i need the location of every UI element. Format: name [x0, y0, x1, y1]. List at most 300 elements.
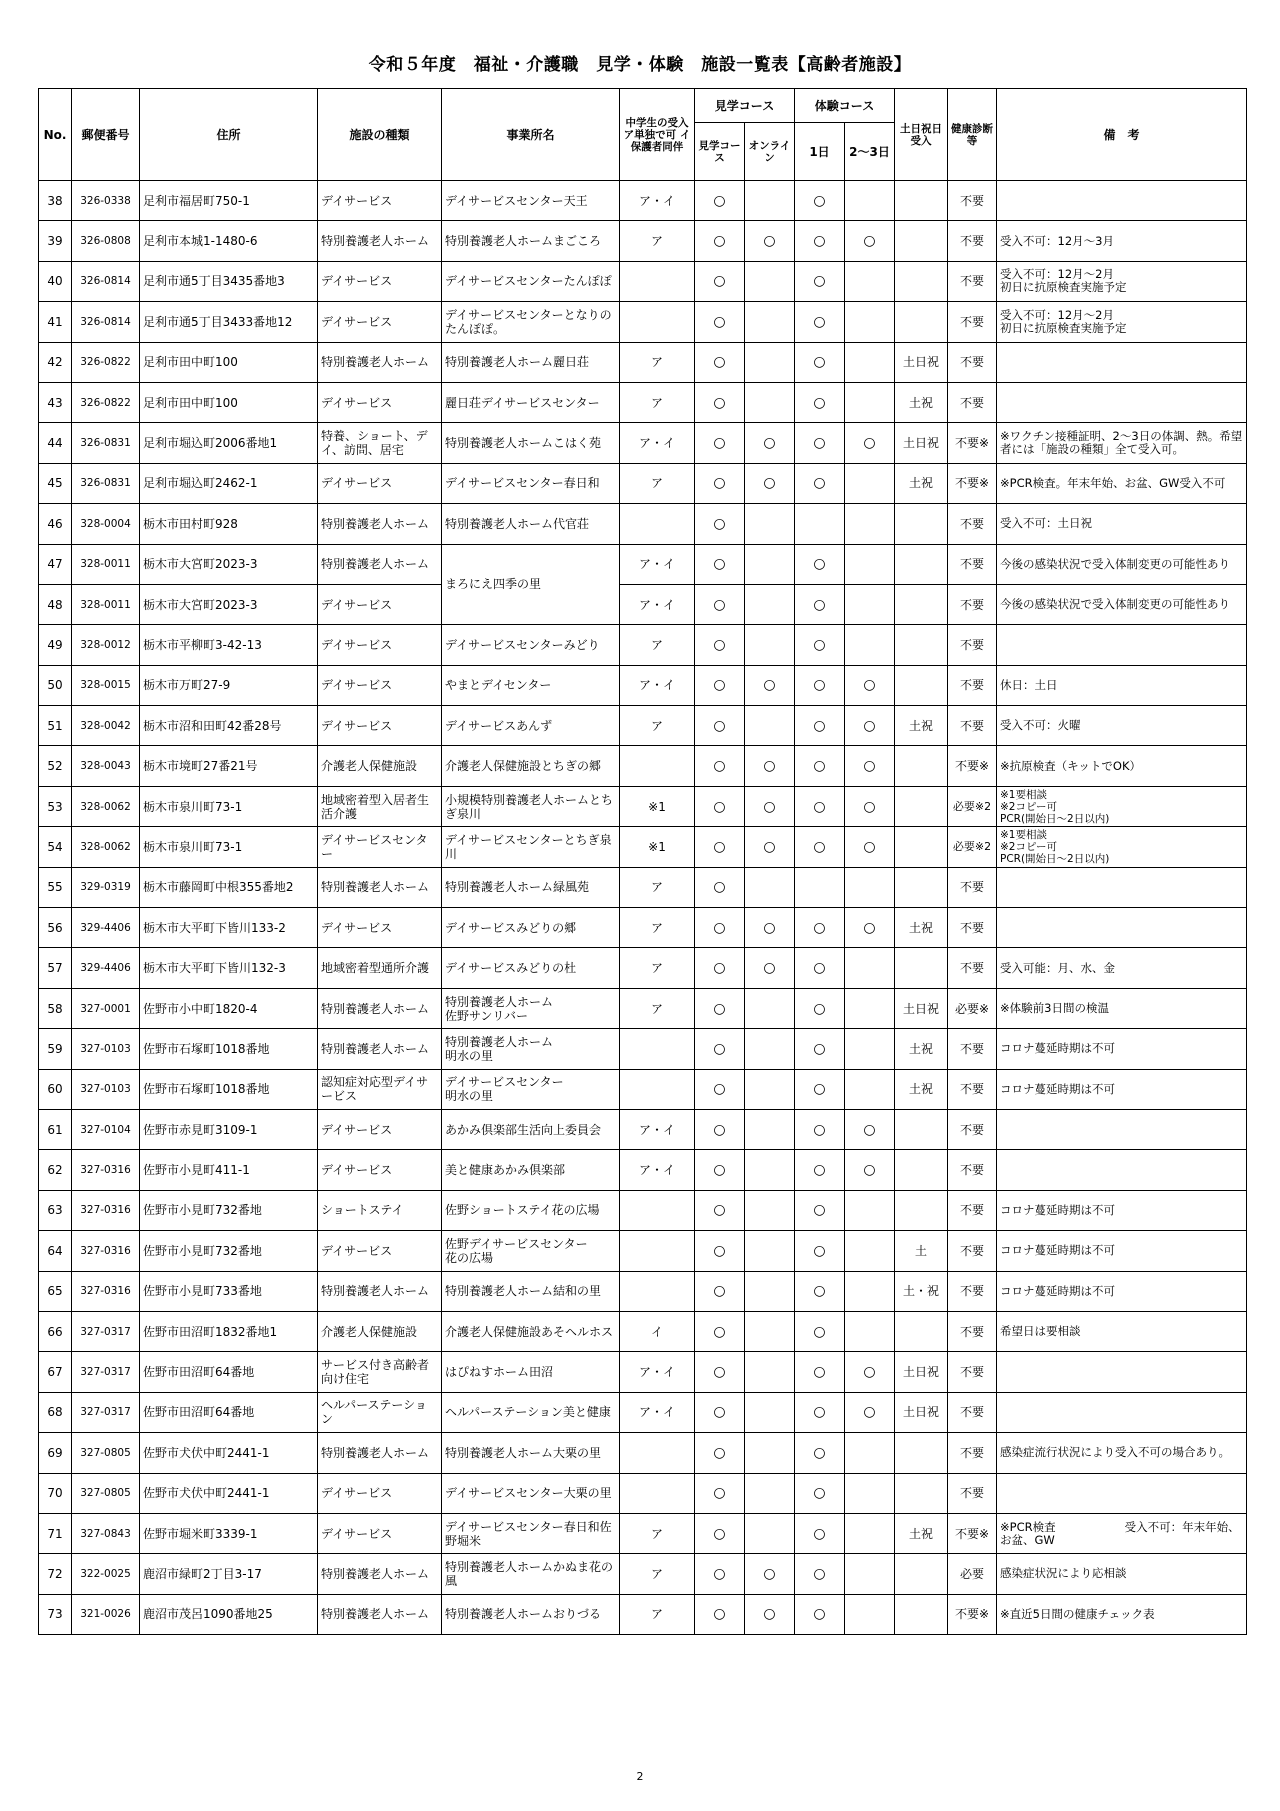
cell-no: 48 [39, 584, 72, 624]
cell-junior: ア [620, 342, 695, 382]
cell-visit: ○ [695, 544, 745, 584]
cell-name: 特別養護老人ホームおりづる [442, 1594, 620, 1634]
cell-visit: ○ [695, 1190, 745, 1230]
cell-holiday [895, 1473, 948, 1513]
cell-online: ○ [745, 665, 795, 705]
table-row [39, 1433, 1247, 1473]
cell-postal: 328-0015 [72, 665, 140, 705]
cell-exp-1day: ○ [795, 988, 845, 1028]
header-holiday: 土日祝日受入 [895, 89, 948, 181]
cell-junior [620, 1069, 695, 1109]
cell-exp-23day: ○ [845, 423, 895, 463]
cell-address: 栃木市大宮町2023-3 [140, 584, 318, 624]
cell-address: 佐野市小見町732番地 [140, 1231, 318, 1271]
cell-exp-1day: ○ [795, 181, 845, 221]
cell-name: 佐野デイサービスセンター 花の広場 [442, 1231, 620, 1271]
cell-notes: 休日：土日 [997, 665, 1247, 705]
cell-exp-23day: ○ [845, 706, 895, 746]
cell-online [745, 1231, 795, 1271]
cell-holiday: 土祝 [895, 706, 948, 746]
cell-exp-23day [845, 1473, 895, 1513]
cell-notes: 受入可能：月、水、金 [997, 948, 1247, 988]
table-row [39, 1109, 1247, 1149]
cell-postal: 326-0822 [72, 342, 140, 382]
cell-visit: ○ [695, 1109, 745, 1149]
cell-type: 特別養護老人ホーム [318, 221, 442, 261]
cell-visit: ○ [695, 1311, 745, 1351]
cell-name: デイサービスセンター春日和佐野堀米 [442, 1513, 620, 1553]
cell-health: 不要 [948, 584, 997, 624]
cell-notes [997, 1150, 1247, 1190]
cell-type: デイサービス [318, 1231, 442, 1271]
table-row [39, 1554, 1247, 1594]
cell-junior [620, 302, 695, 342]
cell-exp-1day: ○ [795, 1271, 845, 1311]
cell-type: 介護老人保健施設 [318, 746, 442, 786]
cell-holiday [895, 181, 948, 221]
cell-holiday: 土祝 [895, 1029, 948, 1069]
cell-postal: 326-0831 [72, 423, 140, 463]
cell-address: 佐野市赤見町3109-1 [140, 1109, 318, 1149]
table-row [39, 1311, 1247, 1351]
table-row [39, 1513, 1247, 1553]
table-row [39, 1069, 1247, 1109]
cell-health: 必要 [948, 1554, 997, 1594]
table-row [39, 786, 1247, 826]
cell-exp-1day: ○ [795, 1513, 845, 1553]
cell-holiday [895, 867, 948, 907]
cell-health: 不要 [948, 1150, 997, 1190]
cell-holiday [895, 786, 948, 826]
cell-online [745, 544, 795, 584]
cell-name: 特別養護老人ホームこはく苑 [442, 423, 620, 463]
cell-postal: 328-0004 [72, 504, 140, 544]
cell-exp-1day: ○ [795, 1231, 845, 1271]
cell-junior: ア [620, 948, 695, 988]
cell-visit: ○ [695, 827, 745, 867]
cell-notes: 今後の感染状況で受入体制変更の可能性あり [997, 584, 1247, 624]
cell-no: 40 [39, 261, 72, 301]
cell-type: 介護老人保健施設 [318, 1311, 442, 1351]
cell-holiday [895, 261, 948, 301]
cell-no: 68 [39, 1392, 72, 1432]
cell-visit: ○ [695, 786, 745, 826]
cell-holiday [895, 665, 948, 705]
cell-notes: ※抗原検査（キットでOK） [997, 746, 1247, 786]
cell-address: 栃木市大宮町2023-3 [140, 544, 318, 584]
header-postal: 郵便番号 [72, 89, 140, 181]
cell-exp-23day: ○ [845, 1109, 895, 1149]
cell-junior: ア・イ [620, 1392, 695, 1432]
table-row [39, 827, 1247, 867]
cell-address: 栃木市万町27-9 [140, 665, 318, 705]
cell-junior: ア [620, 221, 695, 261]
cell-postal: 326-0338 [72, 181, 140, 221]
cell-holiday [895, 221, 948, 261]
cell-address: 栃木市田村町928 [140, 504, 318, 544]
cell-junior: ア [620, 988, 695, 1028]
cell-exp-1day: ○ [795, 342, 845, 382]
cell-postal: 327-0103 [72, 1069, 140, 1109]
cell-health: 不要※ [948, 1513, 997, 1553]
cell-visit: ○ [695, 382, 745, 422]
cell-health: 不要※ [948, 1594, 997, 1634]
cell-postal: 327-0316 [72, 1150, 140, 1190]
cell-name: デイサービスみどりの杜 [442, 948, 620, 988]
cell-notes: ※直近5日間の健康チェック表 [997, 1594, 1247, 1634]
cell-no: 69 [39, 1433, 72, 1473]
table-row [39, 988, 1247, 1028]
cell-visit: ○ [695, 342, 745, 382]
cell-health: 不要 [948, 706, 997, 746]
cell-address: 足利市堀込町2462-1 [140, 463, 318, 503]
cell-health: 不要 [948, 1311, 997, 1351]
cell-exp-1day: ○ [795, 746, 845, 786]
cell-name: デイサービスセンターみどり [442, 625, 620, 665]
cell-holiday [895, 504, 948, 544]
cell-exp-1day: ○ [795, 1594, 845, 1634]
cell-type: 地域密着型通所介護 [318, 948, 442, 988]
cell-health: 不要 [948, 544, 997, 584]
cell-postal: 328-0011 [72, 584, 140, 624]
cell-name: 特別養護老人ホーム 佐野サンリバー [442, 988, 620, 1028]
cell-postal: 326-0814 [72, 261, 140, 301]
cell-visit: ○ [695, 988, 745, 1028]
cell-notes: 希望日は要相談 [997, 1311, 1247, 1351]
table-row [39, 382, 1247, 422]
cell-holiday: 土・祝 [895, 1271, 948, 1311]
table-row [39, 665, 1247, 705]
cell-postal: 326-0822 [72, 382, 140, 422]
cell-holiday [895, 1554, 948, 1594]
cell-name: やまとデイセンター [442, 665, 620, 705]
cell-postal: 327-0805 [72, 1433, 140, 1473]
table-row [39, 221, 1247, 261]
cell-address: 足利市福居町750-1 [140, 181, 318, 221]
cell-health: 不要 [948, 1109, 997, 1149]
cell-postal: 327-0103 [72, 1029, 140, 1069]
cell-notes: 受入不可：12月～3月 [997, 221, 1247, 261]
cell-no: 42 [39, 342, 72, 382]
cell-online [745, 1150, 795, 1190]
cell-health: 不要 [948, 261, 997, 301]
cell-holiday: 土 [895, 1231, 948, 1271]
cell-postal: 329-4406 [72, 948, 140, 988]
cell-online [745, 342, 795, 382]
cell-visit: ○ [695, 625, 745, 665]
cell-address: 佐野市小見町733番地 [140, 1271, 318, 1311]
cell-junior: ア [620, 463, 695, 503]
header-address: 住所 [140, 89, 318, 181]
cell-exp-23day [845, 1554, 895, 1594]
cell-holiday [895, 1109, 948, 1149]
cell-type: 地域密着型入居者生活介護 [318, 786, 442, 826]
cell-type: デイサービス [318, 908, 442, 948]
cell-address: 足利市通5丁目3433番地12 [140, 302, 318, 342]
cell-no: 59 [39, 1029, 72, 1069]
cell-health: 不要 [948, 1271, 997, 1311]
cell-no: 41 [39, 302, 72, 342]
cell-online: ○ [745, 786, 795, 826]
cell-junior: ア・イ [620, 665, 695, 705]
facility-table [38, 88, 1247, 1635]
table-row [39, 423, 1247, 463]
cell-notes [997, 1109, 1247, 1149]
cell-exp-23day [845, 382, 895, 422]
cell-exp-1day: ○ [795, 1554, 845, 1594]
cell-type: 特別養護老人ホーム [318, 1433, 442, 1473]
cell-address: 栃木市大平町下皆川133-2 [140, 908, 318, 948]
cell-address: 佐野市堀米町3339-1 [140, 1513, 318, 1553]
cell-junior: ア・イ [620, 1150, 695, 1190]
cell-junior [620, 504, 695, 544]
cell-name: デイサービスみどりの郷 [442, 908, 620, 948]
cell-health: 不要※ [948, 423, 997, 463]
cell-junior: ア・イ [620, 423, 695, 463]
cell-type: デイサービス [318, 706, 442, 746]
cell-exp-23day [845, 988, 895, 1028]
cell-online [745, 625, 795, 665]
cell-notes: コロナ蔓延時期は不可 [997, 1069, 1247, 1109]
cell-holiday [895, 302, 948, 342]
cell-postal: 328-0012 [72, 625, 140, 665]
cell-name: 特別養護老人ホームかぬま花の風 [442, 1554, 620, 1594]
cell-postal: 326-0814 [72, 302, 140, 342]
cell-junior: ※1 [620, 827, 695, 867]
cell-notes: 受入不可：12月～2月 初日に抗原検査実施予定 [997, 261, 1247, 301]
cell-junior: ア [620, 1554, 695, 1594]
cell-visit: ○ [695, 584, 745, 624]
cell-exp-1day: ○ [795, 1311, 845, 1351]
header-type: 施設の種類 [318, 89, 442, 181]
cell-no: 57 [39, 948, 72, 988]
cell-health: 必要※ [948, 988, 997, 1028]
cell-notes [997, 908, 1247, 948]
header-visit-online: オンライン [745, 123, 795, 181]
cell-visit: ○ [695, 221, 745, 261]
cell-exp-1day: ○ [795, 544, 845, 584]
cell-type: デイサービス [318, 302, 442, 342]
cell-holiday: 土祝 [895, 1513, 948, 1553]
cell-address: 足利市堀込町2006番地1 [140, 423, 318, 463]
table-row [39, 302, 1247, 342]
cell-exp-1day: ○ [795, 382, 845, 422]
cell-notes: コロナ蔓延時期は不可 [997, 1029, 1247, 1069]
cell-health: 必要※2 [948, 827, 997, 867]
cell-exp-23day: ○ [845, 786, 895, 826]
page-number: 2 [636, 1770, 644, 1783]
cell-health: 不要 [948, 181, 997, 221]
cell-junior: ア [620, 1513, 695, 1553]
cell-no: 52 [39, 746, 72, 786]
cell-no: 61 [39, 1109, 72, 1149]
cell-health: 不要 [948, 1069, 997, 1109]
cell-type: 特養、ショート、デイ、訪問、居宅 [318, 423, 442, 463]
cell-exp-23day [845, 544, 895, 584]
cell-exp-23day [845, 1231, 895, 1271]
cell-visit: ○ [695, 504, 745, 544]
cell-exp-1day: ○ [795, 463, 845, 503]
cell-health: 不要 [948, 1392, 997, 1432]
cell-visit: ○ [695, 665, 745, 705]
cell-health: 不要 [948, 342, 997, 382]
cell-notes: コロナ蔓延時期は不可 [997, 1231, 1247, 1271]
cell-health: 不要 [948, 504, 997, 544]
cell-address: 足利市田中町100 [140, 342, 318, 382]
cell-type: デイサービス [318, 665, 442, 705]
cell-postal: 322-0025 [72, 1554, 140, 1594]
cell-health: 不要 [948, 1433, 997, 1473]
table-row [39, 948, 1247, 988]
cell-notes: 感染症状況により応相談 [997, 1554, 1247, 1594]
cell-no: 72 [39, 1554, 72, 1594]
cell-no: 43 [39, 382, 72, 422]
cell-junior [620, 746, 695, 786]
cell-holiday [895, 746, 948, 786]
cell-exp-23day [845, 584, 895, 624]
cell-visit: ○ [695, 463, 745, 503]
table-row [39, 625, 1247, 665]
cell-holiday: 土日祝 [895, 1392, 948, 1432]
cell-holiday [895, 1433, 948, 1473]
cell-postal: 327-0316 [72, 1190, 140, 1230]
cell-exp-1day: ○ [795, 1352, 845, 1392]
cell-notes: 受入不可：土日祝 [997, 504, 1247, 544]
cell-exp-1day [795, 867, 845, 907]
cell-visit: ○ [695, 423, 745, 463]
cell-visit: ○ [695, 1433, 745, 1473]
cell-type: デイサービス [318, 584, 442, 624]
cell-type: デイサービス [318, 625, 442, 665]
cell-online [745, 261, 795, 301]
cell-type: 特別養護老人ホーム [318, 1594, 442, 1634]
table-row [39, 1190, 1247, 1230]
cell-notes: ※PCR検査。年末年始、お盆、GW受入不可 [997, 463, 1247, 503]
cell-exp-23day [845, 625, 895, 665]
cell-holiday [895, 1594, 948, 1634]
cell-address: 佐野市石塚町1018番地 [140, 1069, 318, 1109]
cell-type: デイサービス [318, 261, 442, 301]
cell-address: 佐野市田沼町64番地 [140, 1392, 318, 1432]
cell-name: デイサービスセンターとちぎ泉川 [442, 827, 620, 867]
cell-exp-1day: ○ [795, 1069, 845, 1109]
cell-no: 65 [39, 1271, 72, 1311]
cell-exp-1day: ○ [795, 1473, 845, 1513]
cell-exp-1day: ○ [795, 827, 845, 867]
cell-online [745, 1069, 795, 1109]
cell-health: 不要 [948, 867, 997, 907]
cell-no: 56 [39, 908, 72, 948]
table-row [39, 544, 1247, 584]
cell-health: 不要 [948, 1029, 997, 1069]
cell-holiday: 土日祝 [895, 1352, 948, 1392]
cell-name: あかみ倶楽部生活向上委員会 [442, 1109, 620, 1149]
cell-postal: 328-0011 [72, 544, 140, 584]
cell-notes [997, 1352, 1247, 1392]
cell-name: 特別養護老人ホーム代官荘 [442, 504, 620, 544]
cell-holiday: 土祝 [895, 1069, 948, 1109]
table-row [39, 342, 1247, 382]
cell-visit: ○ [695, 706, 745, 746]
cell-postal: 328-0062 [72, 786, 140, 826]
table-row [39, 1231, 1247, 1271]
table-row [39, 1150, 1247, 1190]
cell-name: はぴねすホーム田沼 [442, 1352, 620, 1392]
cell-junior: ア・イ [620, 1352, 695, 1392]
cell-no: 60 [39, 1069, 72, 1109]
table-row [39, 706, 1247, 746]
cell-type: 特別養護老人ホーム [318, 1271, 442, 1311]
cell-address: 栃木市平柳町3-42-13 [140, 625, 318, 665]
cell-junior: ア [620, 908, 695, 948]
cell-name: 介護老人保健施設とちぎの郷 [442, 746, 620, 786]
cell-exp-23day [845, 1069, 895, 1109]
cell-health: 不要※ [948, 746, 997, 786]
cell-no: 38 [39, 181, 72, 221]
header-notes: 備 考 [997, 89, 1247, 181]
cell-junior: ア・イ [620, 584, 695, 624]
cell-no: 73 [39, 1594, 72, 1634]
cell-type: 特別養護老人ホーム [318, 867, 442, 907]
cell-no: 62 [39, 1150, 72, 1190]
cell-visit: ○ [695, 948, 745, 988]
cell-postal: 329-0319 [72, 867, 140, 907]
cell-online [745, 988, 795, 1028]
table-row [39, 261, 1247, 301]
cell-online: ○ [745, 1554, 795, 1594]
cell-health: 不要 [948, 1190, 997, 1230]
cell-postal: 327-0316 [72, 1231, 140, 1271]
header-visit-in: 見学コース [695, 123, 745, 181]
cell-exp-1day: ○ [795, 706, 845, 746]
cell-exp-23day: ○ [845, 1150, 895, 1190]
cell-notes [997, 342, 1247, 382]
cell-junior [620, 1029, 695, 1069]
cell-exp-1day: ○ [795, 1433, 845, 1473]
cell-name: 特別養護老人ホームまごころ [442, 221, 620, 261]
cell-junior: ※1 [620, 786, 695, 826]
table-row [39, 1271, 1247, 1311]
cell-exp-23day [845, 504, 895, 544]
cell-online: ○ [745, 827, 795, 867]
cell-online: ○ [745, 948, 795, 988]
table-row [39, 1473, 1247, 1513]
cell-exp-23day [845, 1311, 895, 1351]
cell-online [745, 584, 795, 624]
cell-junior [620, 1271, 695, 1311]
cell-junior: ア・イ [620, 1109, 695, 1149]
cell-exp-1day: ○ [795, 625, 845, 665]
cell-postal: 327-0317 [72, 1311, 140, 1351]
cell-no: 50 [39, 665, 72, 705]
cell-no: 55 [39, 867, 72, 907]
cell-holiday: 土祝 [895, 908, 948, 948]
cell-exp-23day [845, 302, 895, 342]
cell-exp-23day [845, 867, 895, 907]
cell-junior [620, 1231, 695, 1271]
cell-address: 佐野市犬伏中町2441-1 [140, 1473, 318, 1513]
cell-visit: ○ [695, 1554, 745, 1594]
cell-exp-23day [845, 463, 895, 503]
cell-name: デイサービスセンター 明水の里 [442, 1069, 620, 1109]
cell-type: 特別養護老人ホーム [318, 1029, 442, 1069]
cell-online [745, 1513, 795, 1553]
cell-online [745, 1029, 795, 1069]
cell-visit: ○ [695, 867, 745, 907]
cell-exp-1day: ○ [795, 584, 845, 624]
cell-online [745, 181, 795, 221]
cell-visit: ○ [695, 1473, 745, 1513]
